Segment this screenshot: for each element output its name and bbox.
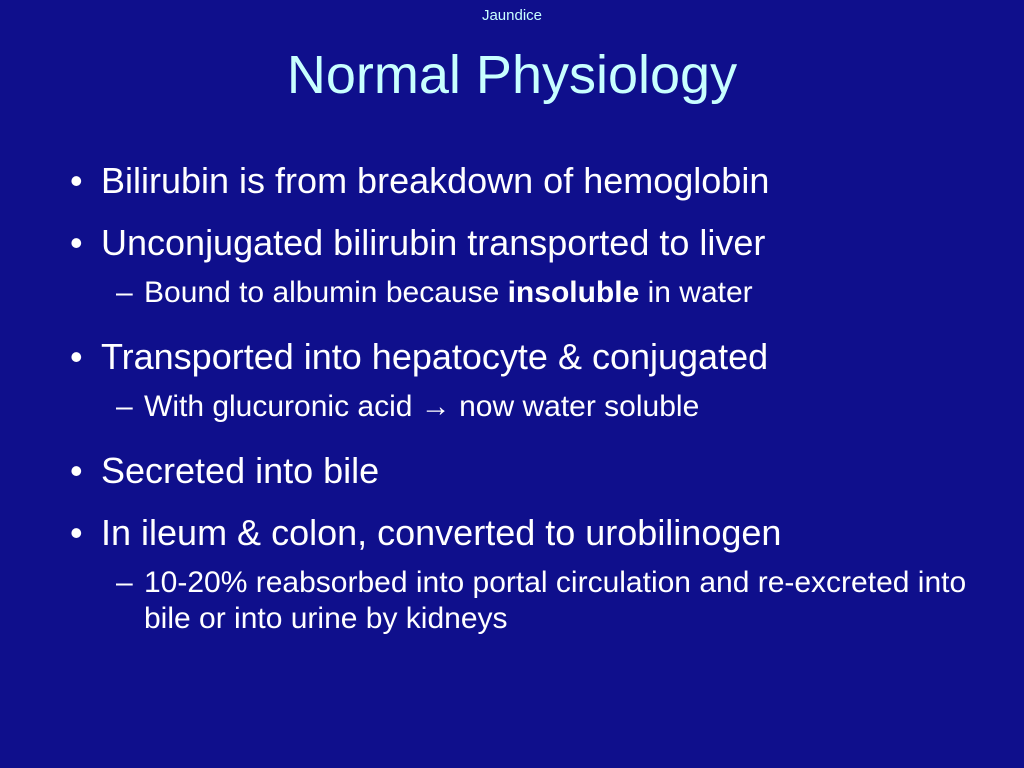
dash-marker: –	[116, 566, 133, 599]
dash-marker: –	[116, 276, 133, 309]
bullet-marker: •	[70, 160, 83, 201]
slide-title: Normal Physiology	[286, 45, 738, 105]
bullet-text: Bilirubin is from breakdown of hemoglobin	[101, 160, 770, 201]
slide-body	[70, 157, 990, 659]
bullet-text: In ileum & colon, converted to urobilinogen	[101, 512, 782, 553]
bullet-marker: •	[70, 336, 83, 377]
sub-bullet-item	[116, 275, 990, 311]
bullet-text: Unconjugated bilirubin transported to liver	[101, 222, 766, 263]
sub-bullet-text-after: in water	[639, 276, 753, 309]
sub-bullet-text: With glucuronic acid → now water soluble	[144, 390, 700, 423]
slide-header: Jaundice	[481, 7, 543, 24]
bullet-item	[70, 219, 990, 267]
sub-bullet-text-bold: insoluble	[507, 276, 640, 309]
bullet-text: Transported into hepatocyte & conjugated	[101, 336, 769, 377]
sub-bullet-text	[144, 275, 753, 311]
bullet-marker: •	[70, 450, 83, 491]
sub-bullet-item	[116, 565, 990, 637]
bullet-item	[70, 447, 990, 495]
dash-marker: –	[116, 390, 133, 423]
bullet-marker: •	[70, 512, 83, 553]
bullet-item	[70, 157, 990, 205]
sub-bullet-item	[116, 389, 990, 425]
bullet-marker: •	[70, 222, 83, 263]
bullet-item	[70, 333, 990, 381]
bullet-text: Secreted into bile	[101, 450, 380, 491]
sub-bullet-text-before: Bound to albumin because	[144, 276, 508, 309]
sub-bullet-text: 10-20% reabsorbed into portal circulation and re-excreted into bile or into urine by kidneys	[144, 566, 967, 635]
bullet-item	[70, 509, 990, 557]
